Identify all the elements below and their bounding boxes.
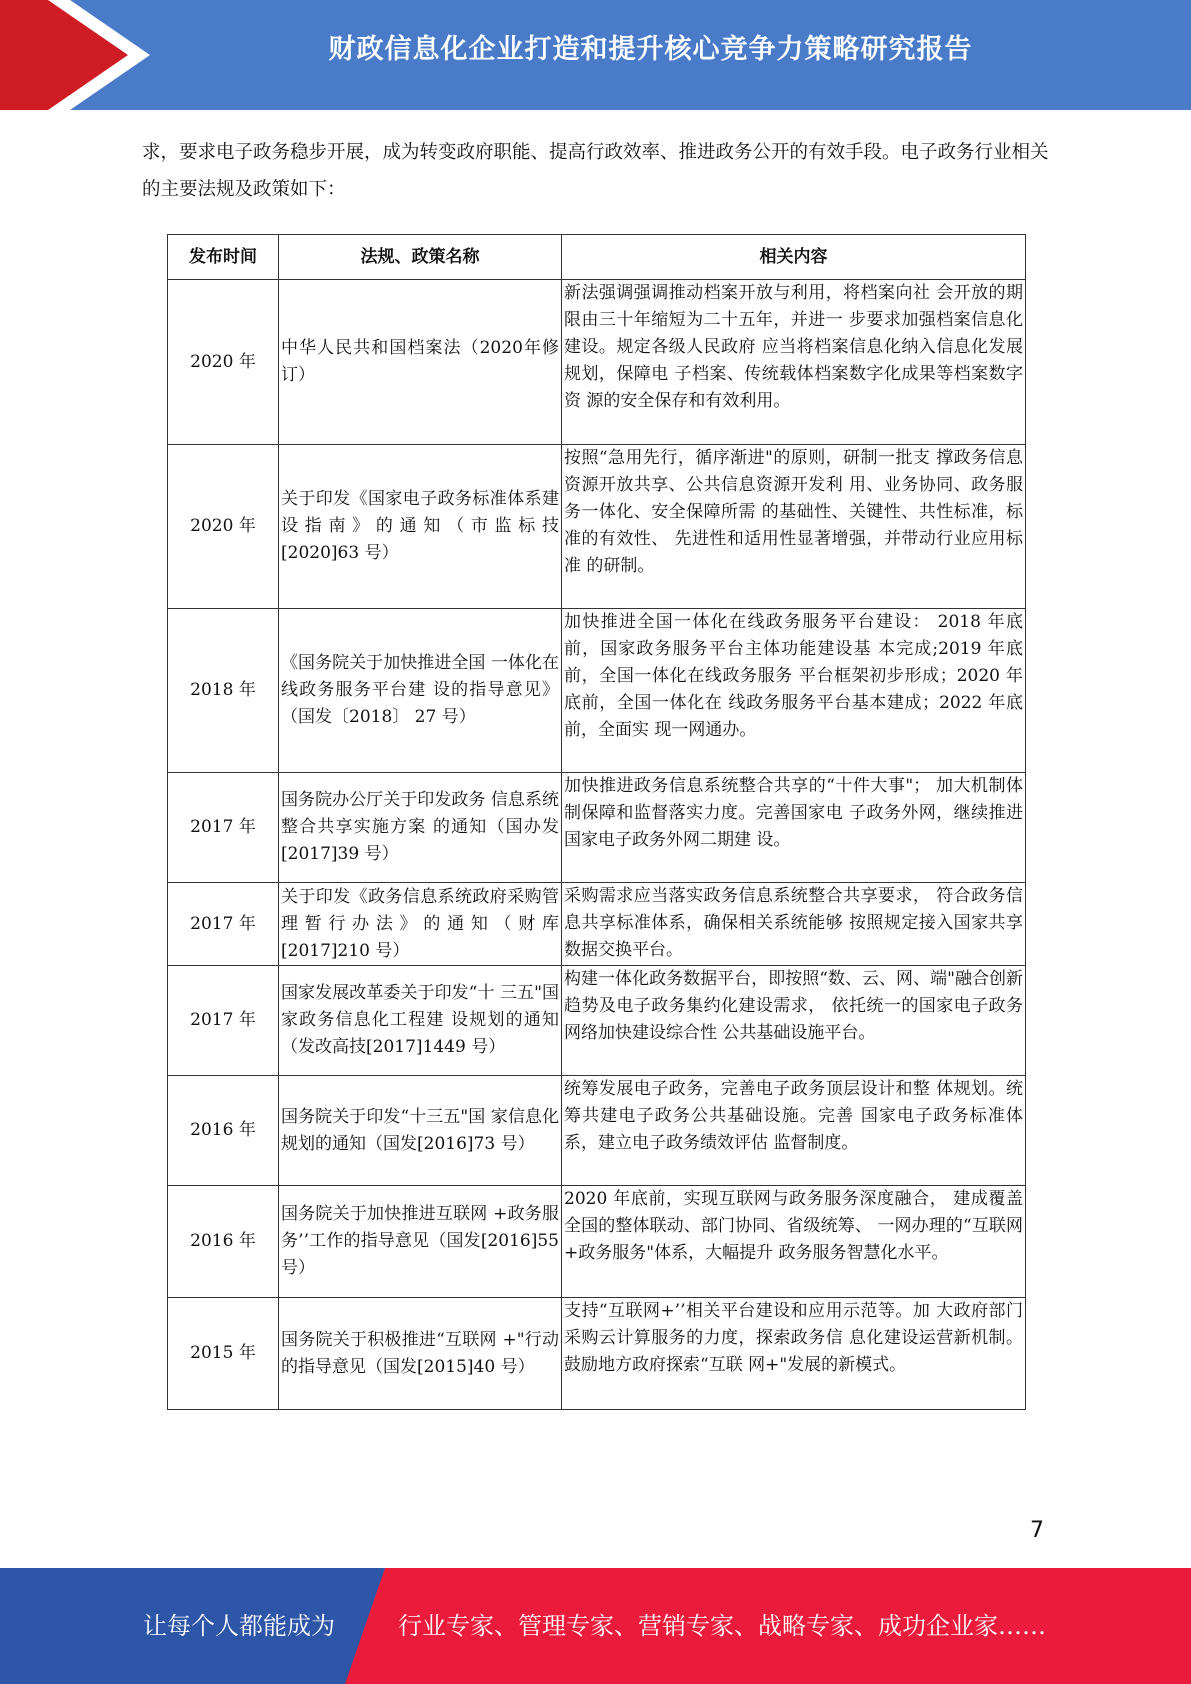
cell-year: 2017 年 [168,773,279,883]
cell-policy-name: 关于印发《国家电子政务标准体系建设指南》的通知（市监标技[2020]63 号） [279,445,562,609]
cell-year: 2015 年 [168,1298,279,1410]
cell-policy-name: 国家发展改革委关于印发“十 三五"国家政务信息化工程建 设规划的通知（发改高技[2017]1449 号） [279,966,562,1076]
cell-content: 构建一体化政务数据平台，即按照“数、云、网、端"融合创新趋势及电子政务集约化建设需求， 依托统一的国家电子政务网络加快建设综合性 公共基础设施平台。 [562,966,1026,1076]
cell-content: 采购需求应当落实政务信息系统整合共享要求， 符合政务信息共享标准体系，确保相关系统能够 按照规定接入国家共享数据交换平台。 [562,883,1026,966]
cell-year: 2016 年 [168,1076,279,1186]
table-row [168,280,1026,445]
table-row [168,1298,1026,1410]
cell-year: 2016 年 [168,1186,279,1298]
policy-table [167,234,1026,1410]
table-header-row [168,235,1026,280]
table-row [168,1076,1026,1186]
cell-policy-name: 《国务院关于加快推进全国 一体化在线政务服务平台建 设的指导意见》（国发〔2018〕 27 号） [279,609,562,773]
table-row [168,609,1026,773]
table-row [168,966,1026,1076]
cell-year: 2018 年 [168,609,279,773]
cell-policy-name: 国务院关于积极推进“互联网 +"行动的指导意见（国发[2015]40 号） [279,1298,562,1410]
cell-content: 新法强调强调推动档案开放与利用，将档案向社 会开放的期限由三十年缩短为二十五年，并进一 步要求加强档案信息化建设。规定各级人民政府 应当将档案信息化纳入信息化发展规划，保障电 子档案、传统载体档案数字化成果等档案数字资 源的安全保存和有效利用。 [562,280,1026,445]
cell-policy-name: 国务院办公厅关于印发政务 信息系统整合共享实施方案 的通知（国办发[2017]39 号） [279,773,562,883]
table-row [168,445,1026,609]
cell-content: 支持“互联网+’’相关平台建设和应用示范等。加 大政府部门采购云计算服务的力度，探索政务信 息化建设运营新机制。鼓励地方政府探索“互联 网+"发展的新模式。 [562,1298,1026,1410]
cell-year: 2020 年 [168,280,279,445]
cell-content: 加快推进全国一体化在线政务服务平台建设： 2018 年底前，国家政务服务平台主体功能建设基 本完成;2019 年底前，全国一体化在线政务服务 平台框架初步形成；2020 年底前，全国一体化在 线政务服务平台基本建成；2022 年底前，全面实 现一网通办。 [562,609,1026,773]
cell-content: 统筹发展电子政务，完善电子政务顶层设计和整 体规划。统筹共建电子政务公共基础设施。完善 国家电子政务标准体系，建立电子政务绩效评估 监督制度。 [562,1076,1026,1186]
cell-policy-name: 国务院关于印发“十三五"国 家信息化规划的通知（国发[2016]73 号） [279,1076,562,1186]
cell-content: 加快推进政务信息系统整合共享的“十件大事"； 加大机制体制保障和监督落实力度。完善国家电 子政务外网，继续推进国家电子政务外网二期建 设。 [562,773,1026,883]
page-header [0,0,1191,110]
cell-year: 2020 年 [168,445,279,609]
report-title: 财政信息化企业打造和提升核心竞争力策略研究报告 [328,34,973,65]
page-footer [0,1568,1191,1684]
cell-year: 2017 年 [168,966,279,1076]
column-header-content: 相关内容 [562,235,1026,280]
table-row [168,1186,1026,1298]
cell-policy-name: 国务院关于加快推进互联网 +政务服务’’工作的指导意见（国发[2016]55 号） [279,1186,562,1298]
column-header-date: 发布时间 [168,235,279,280]
cell-policy-name: 中华人民共和国档案法（2020年修订） [279,280,562,445]
cell-content: 2020 年底前，实现互联网与政务服务深度融合， 建成覆盖全国的整体联动、部门协同、省级统筹、 一网办理的“互联网+政务服务"体系，大幅提升 政务服务智慧化水平。 [562,1186,1026,1298]
page-number: 7 [1030,1518,1044,1543]
table-row [168,773,1026,883]
footer-slogan-right: 行业专家、管理专家、营销专家、战略专家、成功企业家…… [398,1612,1046,1640]
cell-policy-name: 关于印发《政务信息系统政府采购管理暂行办法》的通知（财库[2017]210 号） [279,883,562,966]
column-header-policy-name: 法规、政策名称 [279,235,562,280]
table-row [168,883,1026,966]
header-red-arrow-decoration [0,0,128,110]
intro-paragraph: 求，要求电子政务稳步开展，成为转变政府职能、提高行政效率、推进政务公开的有效手段。电子政务行业相关的主要法规及政策如下： [142,142,1049,200]
cell-content: 按照“急用先行，循序渐进"的原则，研制一批支 撑政务信息资源开放共享、公共信息资源开发利 用、业务协同、政务服务一体化、安全保障所需 的基础性、关键性、共性标准，标准的有效性、 先进性和适用性显著增强，并带动行业应用标准 的研制。 [562,445,1026,609]
cell-year: 2017 年 [168,883,279,966]
footer-slogan-left: 让每个人都能成为 [143,1612,335,1640]
